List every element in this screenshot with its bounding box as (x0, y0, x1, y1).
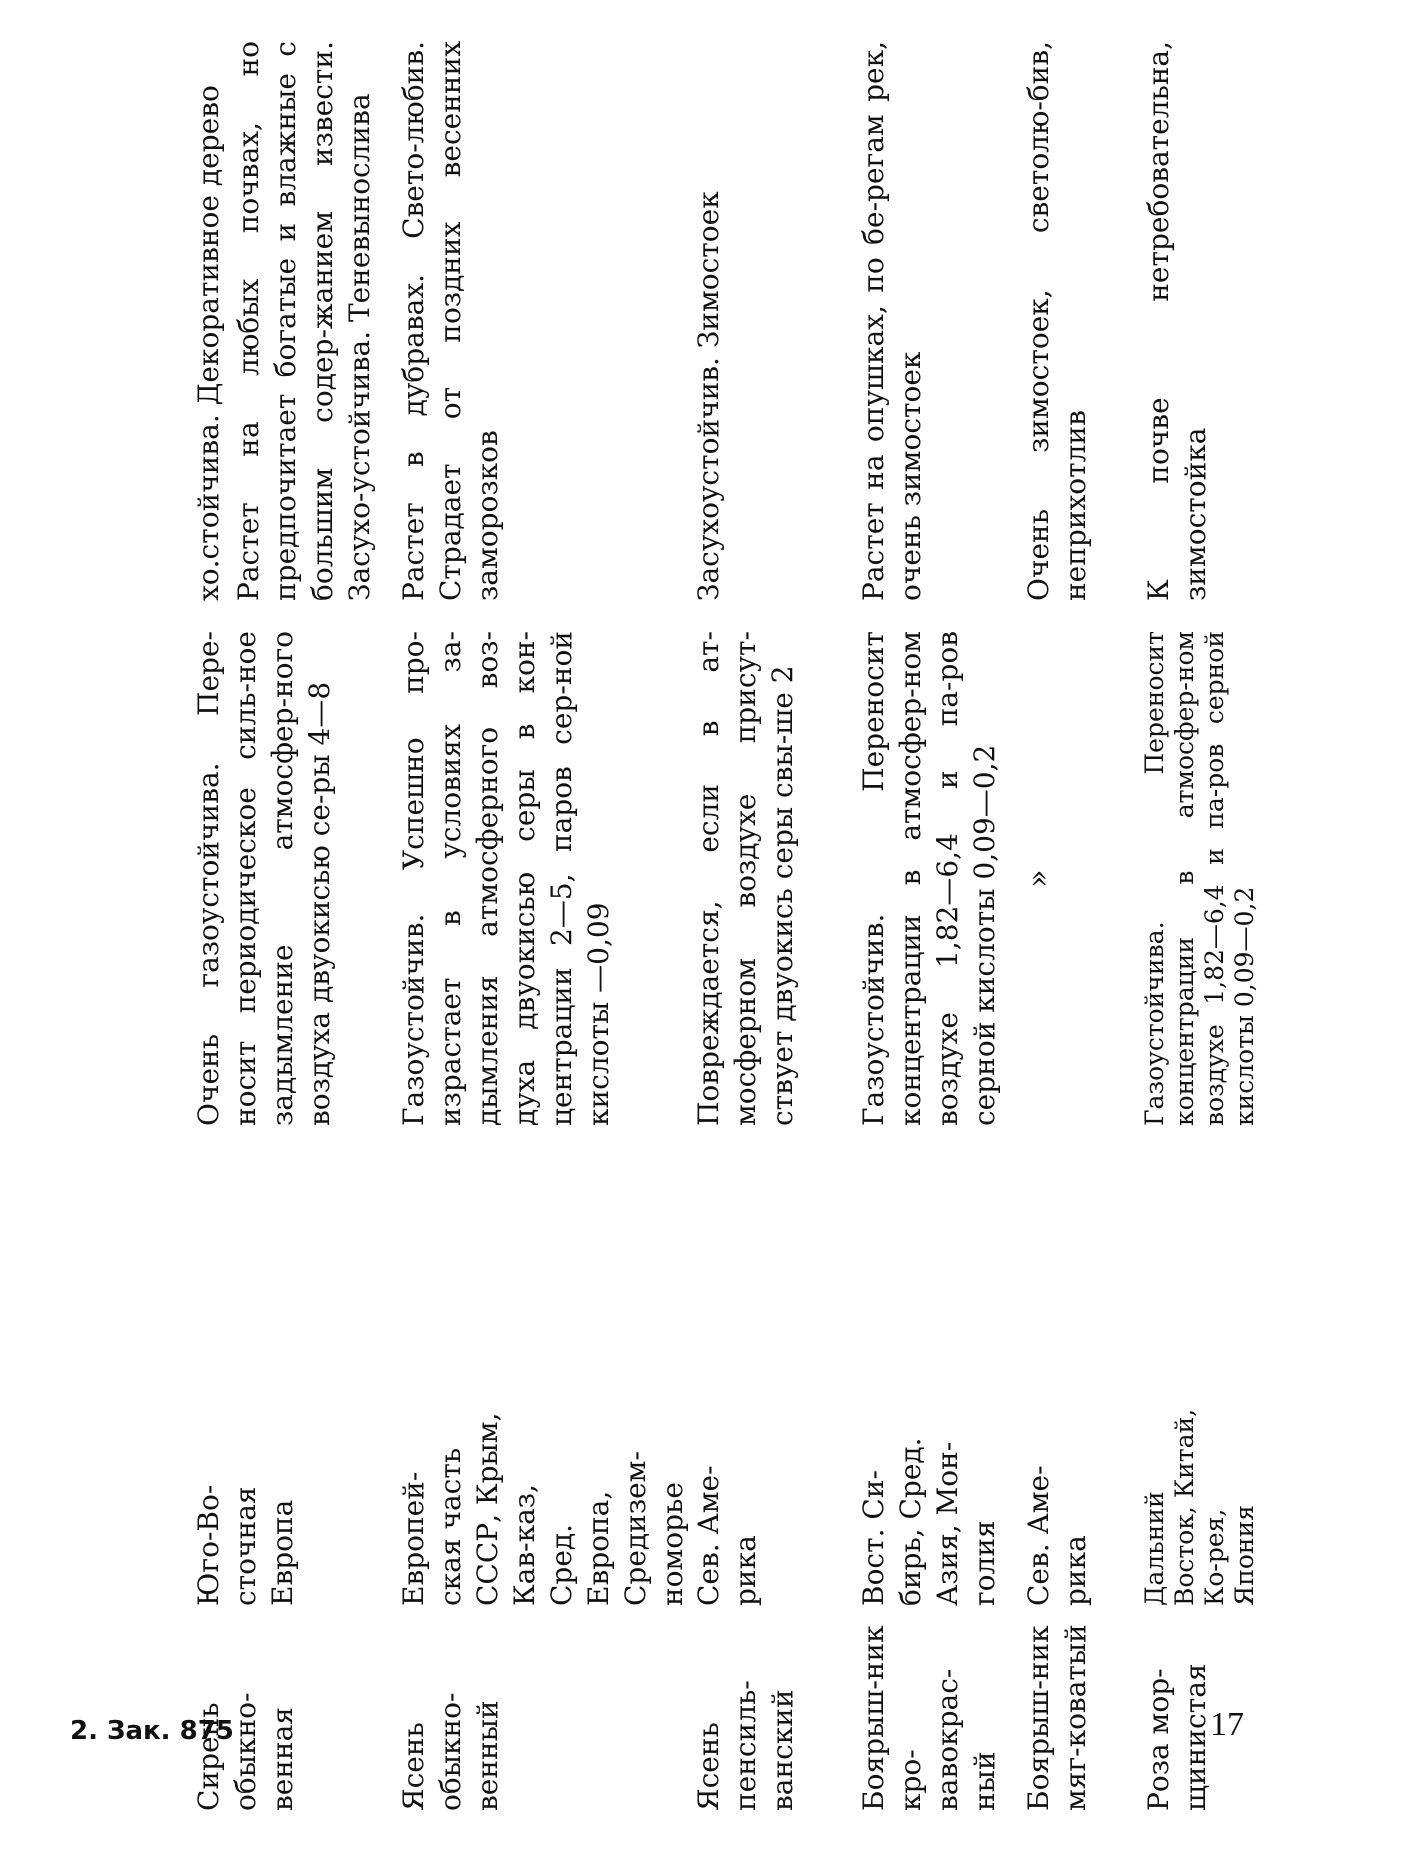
ecology-cell: Растет на опушках, по бе-регам рек, очень зимостоек (857, 41, 927, 601)
range-cell: Сев. Аме-рика (692, 1465, 762, 1606)
gas-resistance-cell: Газоустойчива. Переносит концентрации в атмосфер-ном воздухе 1,82—6,4 и па-ров серной кислоты 0,09—0,2 (1140, 631, 1259, 1126)
ecology-cell: Растет в дубравах. Свето-любив. Страдает от поздних весенних заморозков (397, 41, 504, 601)
ecology-cell: Растет на любых почвах, но предпочитает богатые и влажные с большим содер-жанием извести. Засухо-устойчива. Теневынослива (232, 41, 376, 601)
species-cell: Роза мор-щинистая (1142, 1663, 1212, 1811)
species-cell: Боярыш-ник кро-вавокрас-ный (857, 1625, 1001, 1811)
page-number: 17 (1210, 1706, 1244, 1743)
continuation-ecology-cell: хо.стойчива. Декоративное дерево (192, 85, 225, 601)
species-cell: Боярыш-ник мяг-коватый (1022, 1624, 1092, 1811)
ecology-cell: Очень зимостоек, светолю-бив, неприхотлив (1022, 41, 1092, 601)
range-cell: Вост. Си-бирь, Сред. Азия, Мон-голия (857, 1437, 1001, 1606)
species-cell: Ясень пенсиль-ванский (692, 1680, 799, 1811)
range-cell: Дальний Восток, Китай, Ко-рея, Япония (1140, 1408, 1259, 1606)
gas-resistance-cell: Газоустойчив. Успешно про-израстает в условиях за-дымления атмосферного воз-духа двуокисью серы в кон-центрации 2—5, паров сер-ной кислоты —0,09 (397, 631, 615, 1126)
range-cell: Сев. Аме-рика (1022, 1465, 1092, 1606)
order-number-footer: 2. Зак. 875 (70, 1716, 234, 1746)
species-cell: Сирень обыкно-венная (192, 1692, 299, 1811)
ecology-cell: К почве нетребовательна, зимостойка (1142, 41, 1212, 601)
range-cell: Юго-Во-сточная Европа (192, 1484, 299, 1606)
gas-resistance-cell: Газоустойчив. Переносит концентрации в атмосфер-ном воздухе 1,82—6,4 и па-ров серной кислоты 0,09—0,2 (857, 631, 1001, 1126)
gas-resistance-ditto-cell: » (1021, 869, 1056, 888)
gas-resistance-cell: Очень газоустойчива. Пере-носит периодическое силь-ное задымление атмосфер-ного воздуха двуокисью се-ры 4—8 (192, 631, 336, 1126)
range-cell: Европей-ская часть СССР, Крым, Кав-каз, Сред. Европа, Средизем-номорье (397, 1412, 689, 1606)
gas-resistance-cell: Повреждается, если в ат-мосферном воздухе присут-ствует двуокись серы свы-ше 2 (692, 631, 799, 1126)
ecology-cell: Засухоустойчив. Зимостоек (692, 191, 725, 601)
species-cell: Ясень обыкно-венный (397, 1692, 504, 1811)
